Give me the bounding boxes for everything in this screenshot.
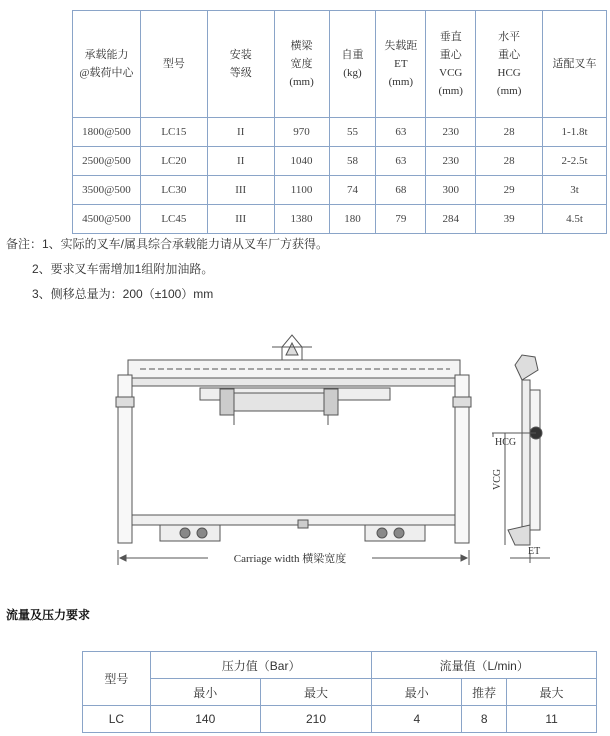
spec-header-cell [140,11,207,118]
spec-cell: 63 [376,147,426,176]
spec-header-cell [476,11,543,118]
pressure-max-header: 最大 [260,679,372,706]
spec-cell: LC15 [140,118,207,147]
spec-header-cell [73,11,141,118]
carriage-drawing [110,325,560,565]
spec-cell: LC20 [140,147,207,176]
spec-row [73,176,607,205]
spec-header-text: 宽度 [290,58,313,70]
note-1: 备注：1、实际的叉车/属具综合承载能力请从叉车厂方获得。 [6,237,329,251]
spec-table [72,10,607,234]
section-title: 流量及压力要求 [6,608,91,622]
spec-cell: 68 [376,176,426,205]
spec-row [73,118,607,147]
carriage-width-label: Carriage width 横梁宽度 [233,553,347,565]
spec-header-text: 重心 [498,49,521,61]
spec-row [73,147,607,176]
spec-cell: 28 [476,147,543,176]
spec-cell: 39 [476,205,543,234]
spec-header-cell [207,11,274,118]
spec-cell: 79 [376,205,426,234]
flow-recommended-header: 推荐 [462,679,507,706]
spec-cell: II [207,118,274,147]
spec-cell: 2-2.5t [543,147,607,176]
spec-header-text: 失载距 [384,40,418,52]
spec-cell: 2500@500 [73,147,141,176]
spec-header-text: 垂直 [439,31,462,43]
flow-min-header: 最小 [372,679,462,706]
flow-model-header: 型号 [83,652,151,706]
spec-header-text: (mm) [438,85,463,97]
spec-cell: 3t [543,176,607,205]
spec-header-text: HCG [497,67,521,79]
spec-cell: 4.5t [543,205,607,234]
spec-cell: II [207,147,274,176]
spec-header-text: 承载能力 [84,49,129,61]
flow-cell: LC [83,706,151,733]
spec-header-text: (mm) [496,85,522,97]
spec-cell: 29 [476,176,543,205]
spec-cell: LC45 [140,205,207,234]
spec-cell: 180 [329,205,376,234]
spec-cell: 55 [329,118,376,147]
spec-header-row [73,11,607,118]
spec-cell: 1040 [274,147,329,176]
spec-header-text: (kg) [343,67,362,79]
flow-cell: 140 [150,706,260,733]
spec-cell: 58 [329,147,376,176]
flow-header: 流量值（L/min） [372,652,597,679]
spec-cell: 300 [426,176,476,205]
spec-cell: 230 [426,118,476,147]
note-3: 3、侧移总量为：200（±100）mm [32,287,214,301]
spec-cell: 230 [426,147,476,176]
spec-cell: 1100 [274,176,329,205]
flow-pressure-table [82,651,597,733]
spec-header-text: 型号 [162,58,185,70]
notes [6,236,328,311]
spec-header-text: 水平 [498,31,521,43]
note-2: 2、要求叉车需增加1组附加油路。 [32,262,214,276]
spec-header-cell [426,11,476,118]
spec-header-text: 自重 [341,49,364,61]
spec-header-text: ET [394,58,408,70]
flow-cell: 8 [462,706,507,733]
spec-header-cell [329,11,376,118]
spec-cell: 970 [274,118,329,147]
spec-cell: 74 [329,176,376,205]
spec-header-text: 安装 [229,49,252,61]
spec-header-text: 横梁 [290,40,313,52]
hcg-label: HCG [495,437,517,448]
spec-cell: III [207,205,274,234]
spec-header-text: (mm) [388,76,414,88]
spec-header-text: (mm) [289,76,314,88]
spec-cell: 63 [376,118,426,147]
spec-cell: 1380 [274,205,329,234]
spec-cell: 28 [476,118,543,147]
spec-header-cell [376,11,426,118]
spec-cell: 1-1.8t [543,118,607,147]
flow-cell: 210 [260,706,372,733]
vcg-label: VCG [492,468,503,490]
flow-row [83,706,597,733]
flow-cell: 11 [507,706,597,733]
spec-header-text: @载荷中心 [79,67,134,79]
spec-cell: 1800@500 [73,118,141,147]
spec-header-text: 适配叉车 [552,58,597,70]
flow-cell: 4 [372,706,462,733]
spec-cell: 284 [426,205,476,234]
spec-cell: 3500@500 [73,176,141,205]
spec-header-cell [274,11,329,118]
spec-cell: LC30 [140,176,207,205]
spec-cell: III [207,176,274,205]
flow-max-header: 最大 [507,679,597,706]
spec-header-text: 重心 [439,49,462,61]
spec-cell: 4500@500 [73,205,141,234]
pressure-min-header: 最小 [150,679,260,706]
spec-header-cell [543,11,607,118]
spec-header-text: 等级 [229,67,252,79]
spec-header-text: VCG [439,67,463,79]
pressure-header: 压力值（Bar） [150,652,372,679]
et-label: ET [528,546,541,557]
spec-row [73,205,607,234]
